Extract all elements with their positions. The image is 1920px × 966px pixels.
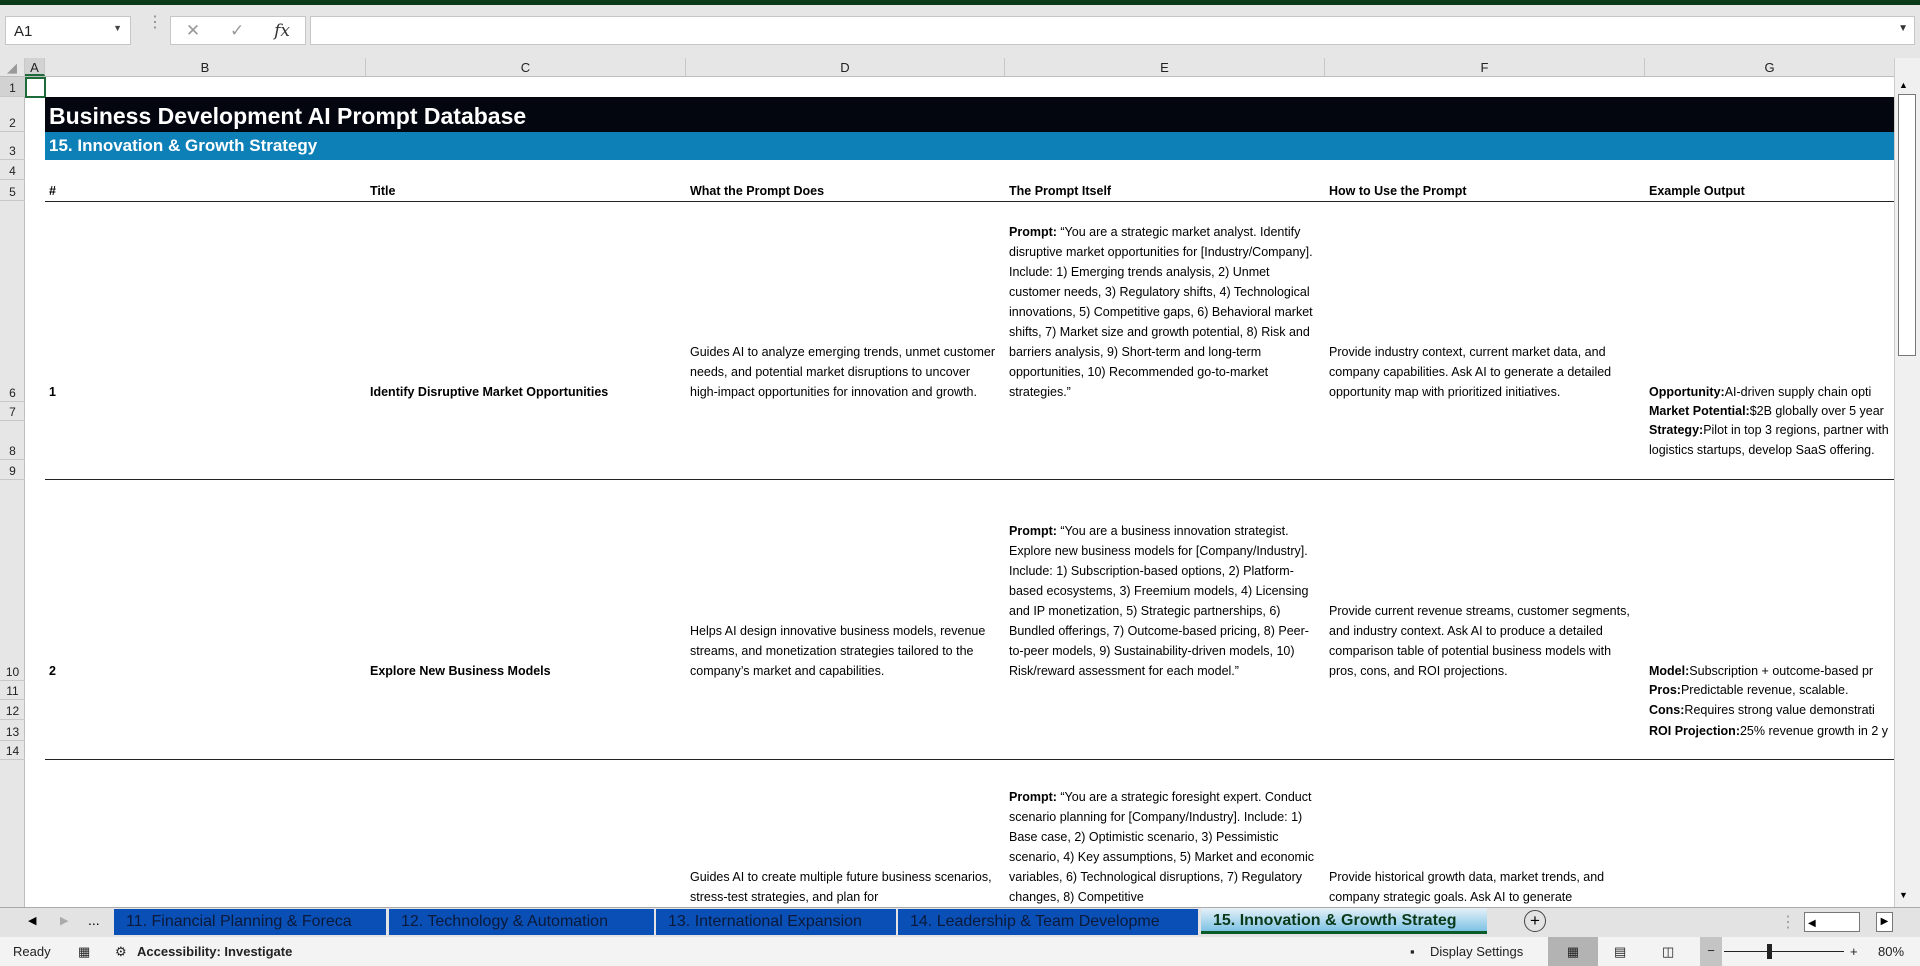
zoom-in-button[interactable]: + [1850,944,1858,959]
tab-leadership-team[interactable]: 14. Leadership & Team Developme [898,909,1198,935]
chevron-down-icon[interactable]: ▼ [113,23,122,33]
column-header-f[interactable]: F [1325,58,1645,76]
example-line [1645,720,1894,741]
page-layout-view-icon[interactable]: ▤ [1614,944,1627,959]
worksheet-grid[interactable] [25,77,1894,907]
header-how-to-use: How to Use the Prompt [1329,184,1467,198]
row-header[interactable]: 5 [0,180,25,201]
header-prompt: The Prompt Itself [1009,184,1112,198]
example-value: 25% revenue growth in 2 y [1739,724,1888,738]
name-box[interactable] [5,16,131,45]
prompt-label: Prompt: [1009,524,1057,538]
example-value: $2B globally over 5 year [1749,404,1884,418]
zoom-slider-thumb[interactable] [1767,944,1772,959]
header-title: Title [370,184,396,198]
entry-how-to-use [1325,201,1645,402]
status-ready: Ready [13,944,51,959]
column-header-d[interactable]: D [686,58,1005,76]
how-text: Provide industry context, current market data, and company capabilities. Ask AI to generate a detailed opportunity map with prioritized initiatives. [1329,345,1612,399]
entry-title: Explore New Business Models [370,664,551,678]
row-header[interactable]: 13 [0,720,25,741]
name-box-value: A1 [14,23,33,40]
scroll-left-icon[interactable]: ◀ [1808,918,1816,929]
scroll-right-icon[interactable]: ▶ [1876,912,1893,932]
example-key: Cons: [1649,703,1685,717]
entry-prompt [1005,787,1325,907]
entry-description [686,201,1005,402]
display-settings-button[interactable]: Display Settings [1430,944,1524,959]
example-value: Pilot in top 3 regions, partner with logistics startups, develop SaaS offering. [1649,423,1889,457]
formula-bar [0,5,1920,58]
row-header[interactable]: 1 [0,77,25,97]
entry-prompt [1005,480,1325,681]
formula-input[interactable] [310,16,1915,45]
entry-how-to-use [1325,480,1645,681]
prompt-label: Prompt: [1009,225,1057,239]
entry-how-to-use [1325,867,1645,907]
how-text: Provide historical growth data, market trends, and company strategic goals. Ask AI to generate [1329,870,1605,904]
description-text: Guides AI to create multiple future business scenarios, stress-test strategies, and plan for [690,870,992,904]
zoom-out-button[interactable]: − [1700,937,1722,966]
column-header-b[interactable]: B [45,58,366,76]
status-bar [0,937,1920,966]
insert-function-icon[interactable]: fx [274,20,291,41]
entry-number: 1 [49,385,56,399]
example-line [1645,681,1894,700]
tab-international-expansion[interactable]: 13. International Expansion [656,909,896,935]
row-header[interactable]: 10 [0,480,25,681]
example-key: Market Potential: [1649,404,1750,418]
entry-description [686,480,1005,681]
accessibility-status[interactable]: Accessibility: Investigate [137,944,293,959]
entry-divider [45,759,1894,760]
select-all-button[interactable]: ◢ [0,58,25,76]
header-example-output: Example Output [1649,184,1745,198]
column-header-c[interactable]: C [366,58,686,76]
description-text: Guides AI to analyze emerging trends, unmet customer needs, and potential market disruptions to uncover high-impact opportunities for innovation and growth. [690,345,996,399]
horizontal-scrollbar[interactable] [1804,912,1860,932]
example-key: Strategy: [1649,423,1704,437]
row-headers [0,77,25,907]
example-key: ROI Projection: [1649,724,1740,738]
entry-number: 2 [49,664,56,678]
sheet-title: Business Development AI Prompt Database [45,97,1894,132]
row-header[interactable]: 6 [0,201,25,402]
section-title: 15. Innovation & Growth Strategy [45,132,1894,160]
formula-buttons [170,16,306,45]
page-break-view-icon[interactable]: ◫ [1662,944,1675,959]
tab-technology-automation[interactable]: 12. Technology & Automation [389,909,654,935]
row-header[interactable]: 9 [0,460,25,480]
row-header[interactable]: 2 [0,97,25,132]
example-line [1645,480,1894,681]
row-header[interactable]: 7 [0,402,25,421]
display-settings-icon: ▪ [1410,944,1415,959]
prompt-label: Prompt: [1009,790,1057,804]
example-key: Pros: [1649,683,1681,697]
example-line [1645,402,1894,421]
example-line [1645,201,1894,402]
entry-description [686,867,1005,907]
enter-icon[interactable]: ✓ [230,20,245,40]
row-header[interactable]: 11 [0,681,25,700]
scroll-up-icon[interactable]: ▲ [1899,80,1908,90]
scroll-down-icon[interactable]: ▼ [1899,890,1908,900]
description-text: Helps AI design innovative business models, revenue streams, and monetization strategies tailored to the company’s market and capabilities. [690,624,986,678]
more-options-icon[interactable]: ⋮ [147,14,163,31]
header-number: # [49,184,56,198]
prompt-text: “You are a strategic market analyst. Identify disruptive market opportunities for [Industry/Company]. Include: 1) Emerging trends analysis, 2) Unmet customer needs, 3) Regulatory shifts, 4) Technological innovations, 5) Competitive gaps, 6) Behavioral market shifts, 7) Market size and growth potential, 8) Risk and barriers analysis, 9) Short-term and long-term opportunities, 10) Recommended go-to-market strategies.” [1009,225,1313,399]
cancel-icon[interactable]: ✕ [185,20,201,40]
vertical-scrollbar[interactable] [1894,58,1920,907]
how-text: Provide current revenue streams, customer segments, and industry context. Ask AI to produce a detailed comparison table of potential business models with pros, cons, and ROI projections. [1329,604,1630,678]
prompt-text: “You are a strategic foresight expert. Conduct scenario planning for [Company/Industry]. Include: 1) Base case, 2) Optimistic scenario, 3) Pessimistic scenario, 4) Key assumptions, 5) Market and economic variables, 6) Technological disruptions, 7) Regulatory changes, 8) Competitive [1009,790,1314,904]
tab-innovation-growth[interactable]: 15. Innovation & Growth Strateg [1201,908,1487,934]
example-value: Subscription + outcome-based pr [1689,664,1874,678]
row-header[interactable]: 14 [0,741,25,760]
column-headers [0,58,1894,77]
row-header[interactable]: 12 [0,700,25,720]
example-value: Predictable revenue, scalable. [1680,683,1849,697]
prompt-text: “You are a business innovation strategist. Explore new business models for [Company/Industry]. Include: 1) Subscription-based options, 2) Platform-based ecosystems, 3) Freemium models, 4) Licensing and IP monetization, 5) Strategic partnerships, 6) Bundled offerings, 7) Outcome-based pricing, 8) Peer-to-peer models, 9) Sustainability-driven models, 10) Risk/reward assessment for each model.” [1009,524,1309,678]
example-key: Model: [1649,664,1690,678]
more-tabs-button[interactable]: ... [88,912,100,928]
active-cell-a1[interactable] [25,77,46,98]
example-line [1645,421,1894,460]
expand-formula-icon[interactable]: ▼ [1898,23,1908,34]
header-what-it-does: What the Prompt Does [690,184,825,198]
example-line [1645,700,1894,720]
row-header[interactable]: 8 [0,421,25,460]
entry-prompt [1005,201,1325,402]
tab-scroll-right-icon[interactable]: ▶ [60,915,69,927]
example-value: AI-driven supply chain opti [1724,385,1872,399]
add-sheet-icon[interactable]: + [1524,910,1546,932]
column-header-a[interactable]: A [25,58,45,76]
row-header[interactable]: 3 [0,132,25,160]
row-header[interactable]: 4 [0,160,25,180]
zoom-level[interactable]: 80% [1878,944,1905,959]
column-header-e[interactable]: E [1005,58,1325,76]
scroll-thumb[interactable] [1898,94,1916,356]
splitter-icon[interactable]: ⋮ [1780,914,1796,931]
example-key: Opportunity: [1649,385,1725,399]
example-value: Requires strong value demonstrati [1684,703,1875,717]
entry-title: Identify Disruptive Market Opportunities [370,385,609,399]
sheet-tabs-bar [0,907,1920,937]
accessibility-icon: ⚙ [115,944,127,959]
tab-scroll-left-icon[interactable]: ◀ [28,915,37,927]
column-header-g[interactable]: G [1764,60,1775,75]
normal-view-icon[interactable]: ▦ [1548,937,1598,966]
zoom-slider[interactable] [1724,951,1844,952]
tab-financial-planning[interactable]: 11. Financial Planning & Foreca [114,909,386,935]
macro-icon[interactable]: ▦ [78,944,91,959]
